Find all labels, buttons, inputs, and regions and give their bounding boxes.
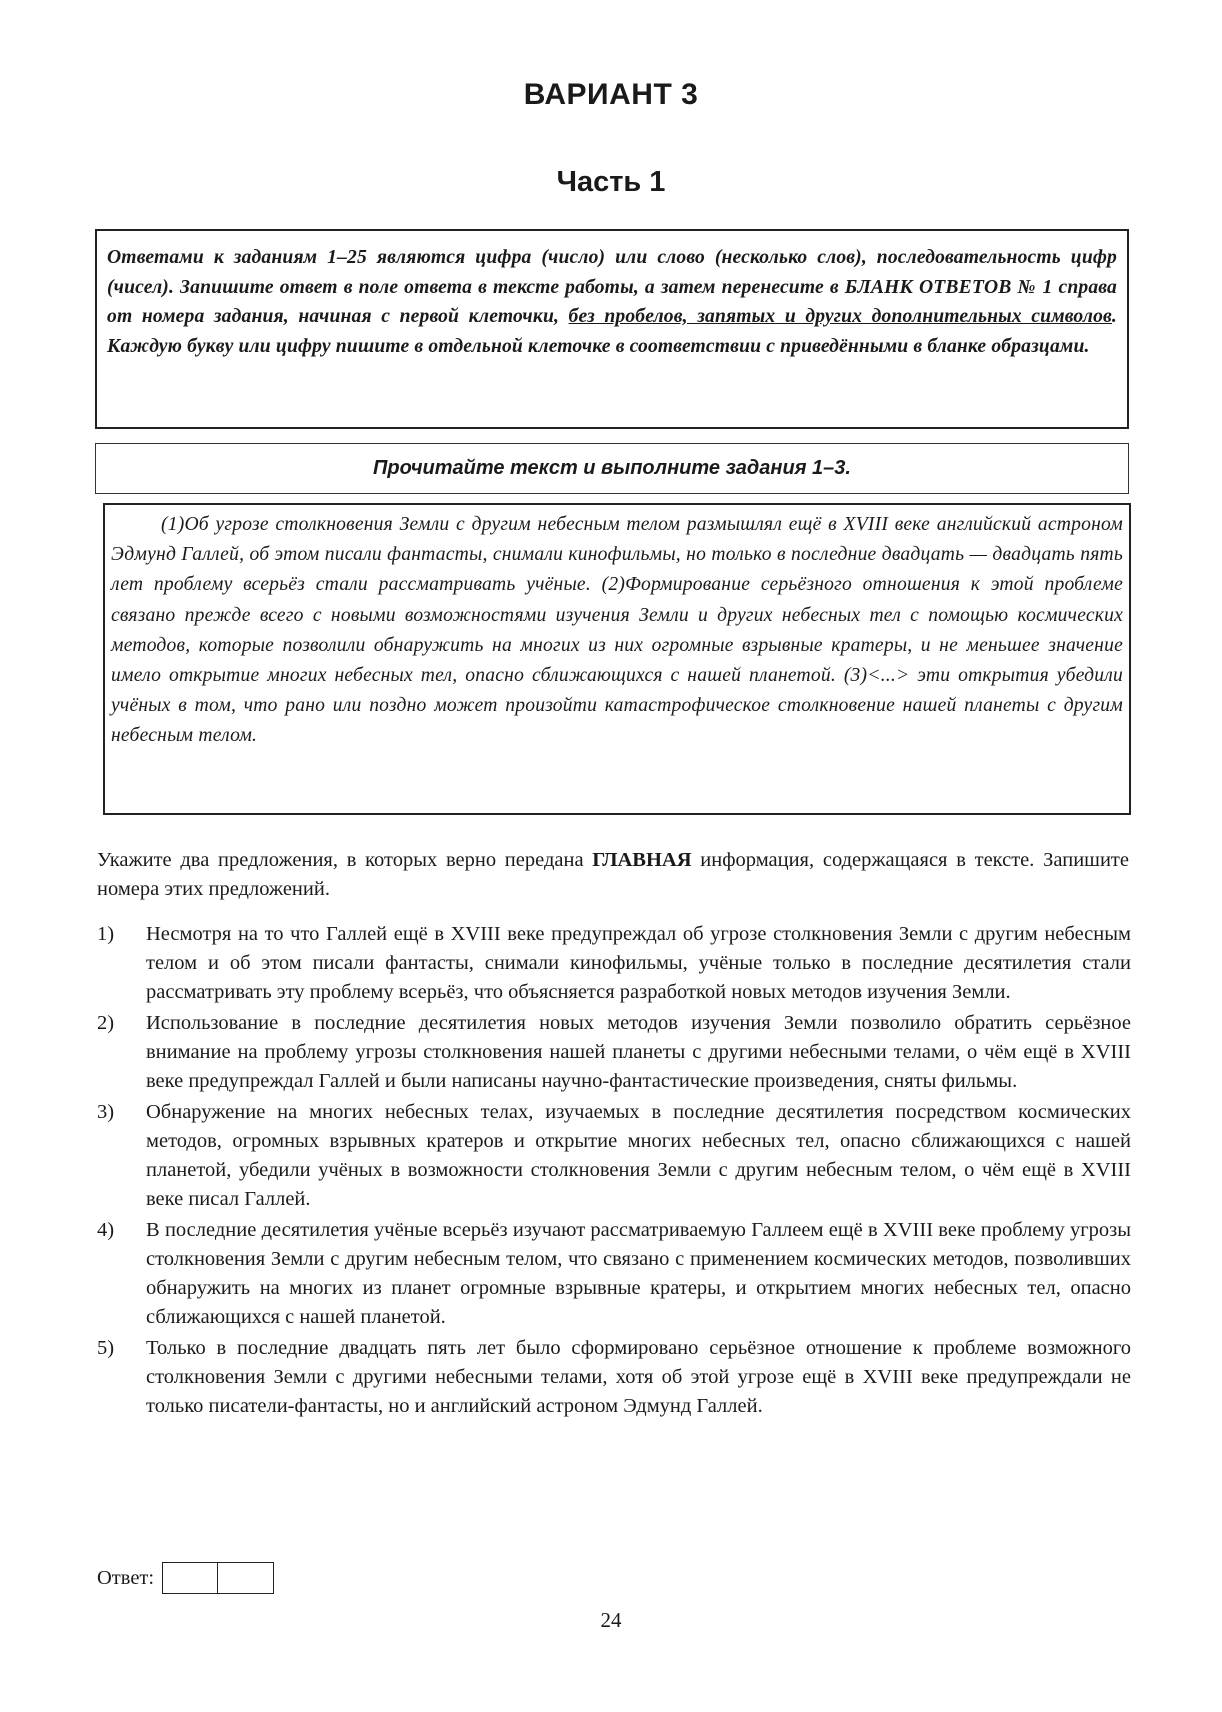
instructions-box [95, 229, 1129, 429]
option-5 [97, 1334, 1131, 1421]
instructions-underlined: без пробелов, запятых и других дополнительных символов [568, 306, 1112, 327]
option-text: Обнаружение на многих небесных телах, изучаемых в последние десятилетия посредством космических методов, огромных взрывных кратеров и открытие многих небесных тел, опасно сближающихся с нашей планетой, убедили учёных в возможности столкновения Земли с другим небесным телом, о чём ещё в XVIII веке писал Галлей. [146, 1101, 1131, 1210]
option-text: Только в последние двадцать пять лет было сформировано серьёзное отношение к проблеме возможного столкновения Земли с другими небесными телами, хотя об этой угрозе ещё в XVIII веке предупреждали не только писатели-фантасты, но и английский астроном Эдмунд Галлей. [146, 1337, 1131, 1417]
option-1 [97, 920, 1131, 1007]
instructions-text-before: Ответами к заданиям 1–25 являются цифра (число) или слово (несколько слов), последовательность цифр (чисел). Запишите ответ в поле ответа в тексте работы, а затем перенесите в БЛАНК ОТВЕТОВ № 1 справа от номера задания, начиная с первой клеточки, [107, 247, 1117, 327]
question-before: Укажите два предложения, в которых верно передана [97, 849, 593, 871]
answer-row [97, 1562, 274, 1594]
answer-field[interactable] [162, 1562, 274, 1594]
question-bold: ГЛАВНАЯ [592, 849, 692, 871]
option-number: 1) [97, 923, 115, 945]
answer-options [97, 920, 1131, 1423]
task-heading: Прочитайте текст и выполните задания 1–3. [95, 443, 1129, 494]
option-text: В последние десятилетия учёные всерьёз изучают рассматриваемую Галлеем ещё в XVIII веке проблему угрозы столкновения Земли с другим небесным телом, что связано с применением космических методов, позволивших обнаружить на многих из планет огромные взрывные кратеры, и открытием многих небесных тел, опасно сближающихся с нашей планетой. [146, 1219, 1131, 1328]
reading-passage: (1)Об угрозе столкновения Земли с другим небесным телом размышлял ещё в XVIII веке английский астроном Эдмунд Галлей, об этом писали фантасты, снимали кинофильмы, но только в последние двадцать — двадцать пять лет проблему всерьёз стали рассматривать учёные. (2)Формирование серьёзного отношения к этой проблеме связано прежде всего с новыми возможностями изучения Земли и других небесных тел с помощью космических методов, которые позволили обнаружить на многих из них огромные взрывные кратеры, и не меньшее значение имело открытие многих небесных тел, опасно сближающихся с нашей планетой. (3)<...> эти открытия убедили учёных в том, что рано или поздно может произойти катастрофическое столкновение нашей планеты с другим небесным телом. [111, 514, 1123, 747]
answer-cell-2[interactable] [218, 1562, 274, 1594]
option-3 [97, 1098, 1131, 1214]
reading-passage-box [103, 503, 1131, 815]
option-text: Несмотря на то что Галлей ещё в XVIII веке предупреждал об угрозе столкновения Земли с другим небесным телом и об этом писали фантасты, снимали кинофильмы, учёные только в последние десятилетия стали рассматривать эту проблему всерьёз, что объясняется разработкой новых методов изучения Земли. [146, 923, 1131, 1003]
variant-title: ВАРИАНТ 3 [523, 78, 699, 111]
option-text: Использование в последние десятилетия новых методов изучения Земли позволило обратить серьёзное внимание на проблему угрозы столкновения нашей планеты с другими небесными телами, о чём ещё в XVIII веке предупреждал Галлей и были написаны научно-фантастические произведения, сняты фильмы. [146, 1012, 1131, 1092]
instructions-text-after: . Каждую букву или цифру пишите в отдельной клеточке в соответствии с приведёнными в бланке образцами. [107, 306, 1117, 357]
instructions-text [107, 243, 1117, 361]
answer-label: Ответ: [97, 1566, 155, 1589]
question-after: информация, содержащаяся в тексте. Запишите номера этих предложений. [97, 849, 1129, 900]
option-2 [97, 1009, 1131, 1096]
option-4 [97, 1216, 1131, 1332]
page-number: 24 [600, 1608, 622, 1632]
option-number: 2) [97, 1012, 115, 1034]
part-title: Часть 1 [556, 166, 666, 198]
option-number: 3) [97, 1101, 115, 1123]
option-number: 5) [97, 1337, 115, 1359]
option-number: 4) [97, 1219, 115, 1241]
question-text [97, 846, 1129, 904]
answer-cell-1[interactable] [162, 1562, 218, 1594]
